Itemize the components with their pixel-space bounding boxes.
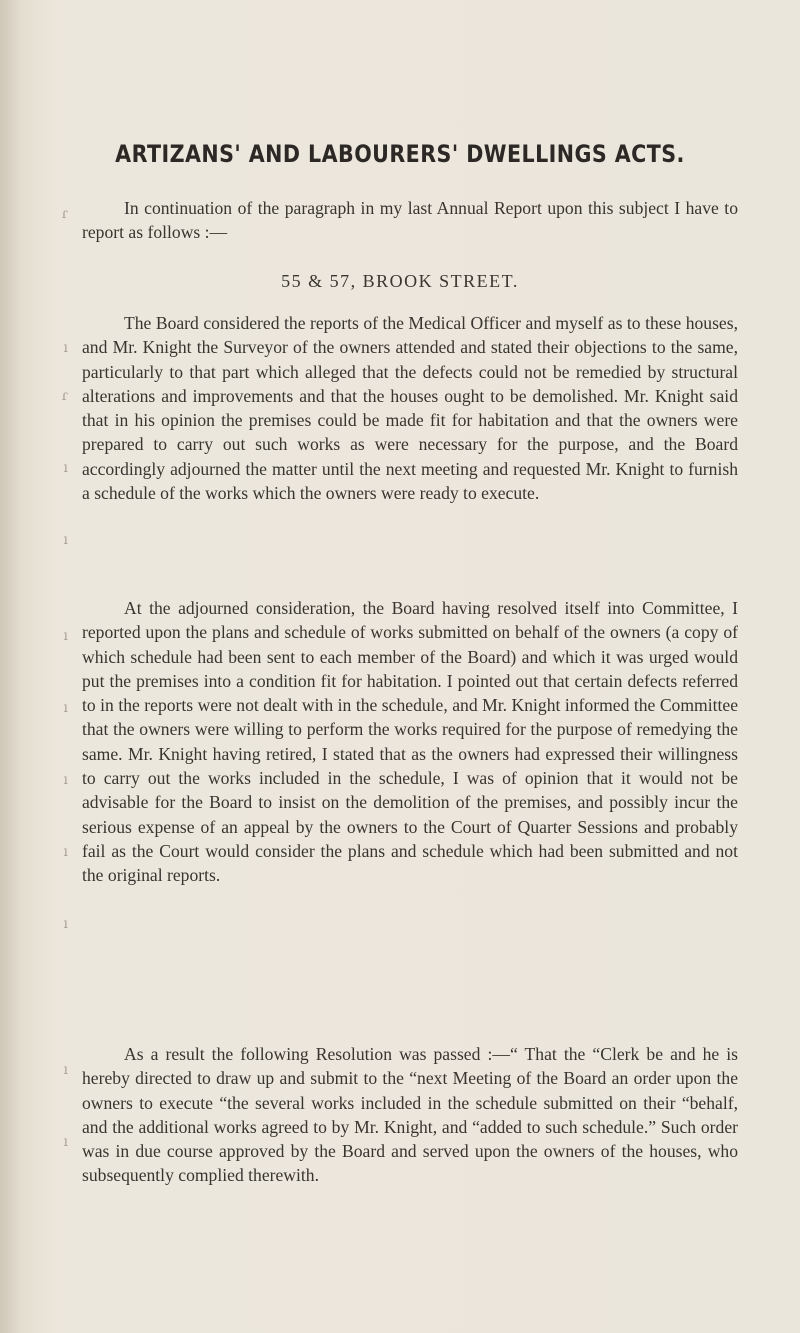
body-paragraph-3: As a result the following Resolution was passed :—“ That the “Clerk be and he is hereby directed to draw up and submit to the “next Meeting of the Board an order upon the owners to execute “the several works included in the schedule submitted on their “behalf, and the additional works agreed to by Mr. Knight, and “added to such schedule.” Such order was in due course approved by the Board and served upon the owners of the houses, who subsequently complied therewith. <box>82 1044 738 1186</box>
margin-bleed-marks: ɾ ı ɾ ı ı ı ı ı ı ı ı ı <box>61 206 68 1150</box>
intro-paragraph: In continuation of the paragraph in my last Annual Report upon this subject I have to report as follows :— <box>82 198 738 243</box>
body-paragraph-2: At the adjourned consideration, the Board having resolved itself into Committee, I reported upon the plans and schedule of works submitted on behalf of the owners (a copy of which schedule had been sent to each member of the Board) and which it was urged would put the premises into a condition fit for habitation. I pointed out that certain defects referred to in the reports were not dealt with in the schedule, and Mr. Knight informed the Committee that the owners were willing to perform the works required for the purpose of remedying the same. Mr. Knight having retired, I stated that as the owners had expressed their willingness to carry out the works included in the schedule, I was of opinion that it would not be advisable for the Board to insist on the demolition of the premises, and possibly incur the serious expense of an appeal by the owners to the Court of Quarter Sessions and probably fail as the Court would consider the plans and schedule which had been submitted and not the original reports. <box>82 598 738 886</box>
document-title: ARTIZANS' AND LABOURERS' DWELLINGS ACTS. <box>115 140 685 168</box>
section-subheading: 55 & 57, BROOK STREET. <box>281 271 519 291</box>
body-paragraph-1: The Board considered the reports of the Medical Officer and myself as to these houses, and Mr. Knight the Surveyor of the owners attended and stated their objections to the same, particularly to that part which alleged that the defects could not be remedied by structural alterations and improvements and that the houses ought to be demolished. Mr. Knight said that in his opinion the premises could be made fit for habitation and that the owners were prepared to carry out such works as were necessary for the purpose, and the Board accordingly adjourned the matter until the next meeting and requested Mr. Knight to furnish a schedule of the works which the owners were ready to execute. <box>82 313 738 504</box>
page-gutter <box>0 0 20 1333</box>
